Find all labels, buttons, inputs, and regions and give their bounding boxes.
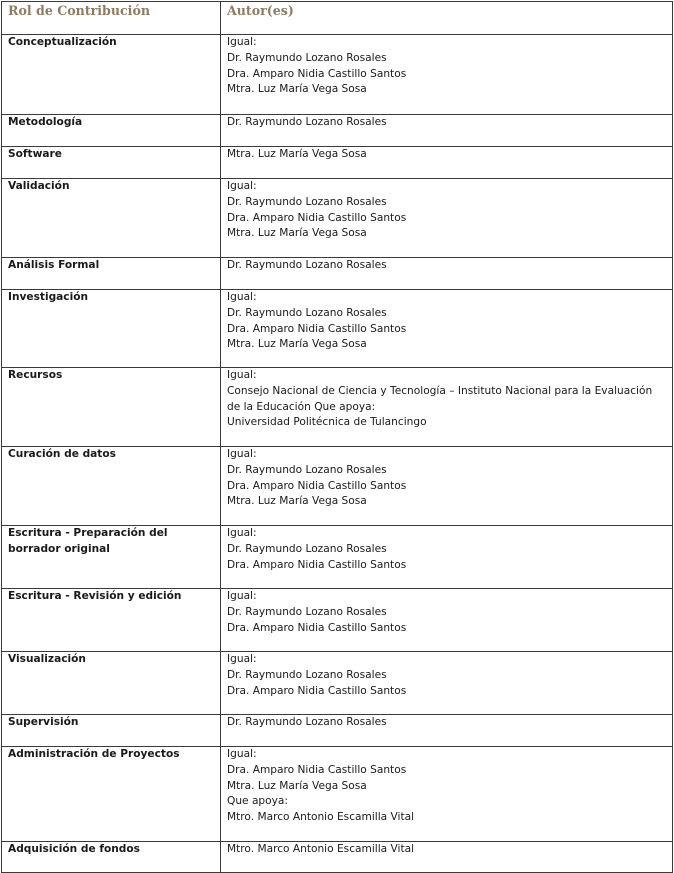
table-row (2, 652, 673, 715)
authors-cell (221, 447, 673, 526)
author-line: Igual: (227, 748, 257, 760)
author-line: Dr. Raymundo Lozano Rosales (227, 195, 387, 208)
table-row (2, 35, 673, 115)
authors-cell (221, 179, 673, 258)
table-row (2, 589, 673, 652)
role-cell: Escritura - Revisión y edición (2, 589, 221, 652)
authors-cell (221, 747, 673, 842)
table-row (2, 368, 673, 447)
authors-cell (221, 35, 673, 115)
author-line: Igual: (227, 527, 257, 539)
role-cell: Visualización (2, 652, 221, 715)
author-line: Igual: (227, 36, 257, 48)
author-line: Dr. Raymundo Lozano Rosales (227, 542, 387, 555)
author-line: Igual: (227, 448, 257, 460)
author-line: Dra. Amparo Nidia Castillo Santos (227, 67, 407, 80)
authors-cell (221, 589, 673, 652)
table-row (2, 747, 673, 842)
header-role: Rol de Contribución (2, 2, 221, 35)
author-line: Mtro. Marco Antonio Escamilla Vital (227, 811, 415, 824)
author-line: Mtro. Marco Antonio Escamilla Vital (227, 843, 415, 855)
table-row (2, 179, 673, 258)
table-header-row (2, 2, 673, 35)
author-line: Igual: (227, 590, 257, 602)
table-row (2, 258, 673, 290)
author-line: Dr. Raymundo Lozano Rosales (227, 306, 387, 319)
table-row (2, 715, 673, 747)
authors-cell (221, 526, 673, 589)
table-row (2, 147, 673, 179)
table-row (2, 526, 673, 589)
author-line: Dra. Amparo Nidia Castillo Santos (227, 211, 407, 224)
author-line: Igual: (227, 291, 257, 303)
author-line: Dr. Raymundo Lozano Rosales (227, 716, 387, 728)
author-line: Igual: (227, 180, 257, 192)
author-line: Universidad Politécnica de Tulancingo (227, 416, 427, 429)
role-cell: Análisis Formal (2, 258, 221, 290)
role-cell: Recursos (2, 368, 221, 447)
role-cell: Supervisión (2, 715, 221, 747)
author-line: Dr. Raymundo Lozano Rosales (227, 668, 387, 681)
author-line: Mtra. Luz María Vega Sosa (227, 148, 367, 160)
authors-cell (221, 290, 673, 368)
author-line: Dr. Raymundo Lozano Rosales (227, 259, 387, 271)
authors-cell (221, 368, 673, 447)
authors-cell (221, 652, 673, 715)
author-line: Dra. Amparo Nidia Castillo Santos (227, 621, 407, 634)
role-cell: Curación de datos (2, 447, 221, 526)
role-cell: Escritura - Preparación del borrador original (2, 526, 221, 589)
role-cell: Metodología (2, 115, 221, 147)
header-authors: Autor(es) (221, 2, 673, 35)
authors-cell (221, 258, 673, 290)
author-line: Dr. Raymundo Lozano Rosales (227, 51, 387, 64)
author-line: Mtra. Luz María Vega Sosa (227, 227, 367, 240)
contribution-roles-table (1, 1, 673, 873)
author-line: Dra. Amparo Nidia Castillo Santos (227, 479, 407, 492)
author-line: Dra. Amparo Nidia Castillo Santos (227, 763, 407, 776)
author-line: Mtra. Luz María Vega Sosa (227, 779, 367, 792)
author-line: Dr. Raymundo Lozano Rosales (227, 463, 387, 476)
role-cell: Software (2, 147, 221, 179)
author-line: Mtra. Luz María Vega Sosa (227, 495, 367, 508)
role-cell: Adquisición de fondos (2, 842, 221, 873)
role-cell: Investigación (2, 290, 221, 368)
author-line: Dr. Raymundo Lozano Rosales (227, 116, 387, 128)
author-line: Mtra. Luz María Vega Sosa (227, 83, 367, 96)
authors-cell (221, 842, 673, 873)
authors-cell (221, 115, 673, 147)
author-line: Igual: (227, 653, 257, 665)
author-line: Que apoya: (227, 795, 288, 808)
authors-cell (221, 147, 673, 179)
author-line: Mtra. Luz María Vega Sosa (227, 338, 367, 351)
author-line: Dra. Amparo Nidia Castillo Santos (227, 558, 407, 571)
author-line: Dr. Raymundo Lozano Rosales (227, 605, 387, 618)
authors-cell (221, 715, 673, 747)
author-line: Dra. Amparo Nidia Castillo Santos (227, 684, 407, 697)
author-line: Igual: (227, 369, 257, 381)
table-row (2, 447, 673, 526)
table-row (2, 115, 673, 147)
author-line: Consejo Nacional de Ciencia y Tecnología – Instituto Nacional para la Evaluación de la Educación Que apoya: (227, 384, 653, 413)
role-cell: Validación (2, 179, 221, 258)
table-row (2, 842, 673, 873)
author-line: Dra. Amparo Nidia Castillo Santos (227, 322, 407, 335)
role-cell: Conceptualización (2, 35, 221, 115)
role-cell: Administración de Proyectos (2, 747, 221, 842)
table-row (2, 290, 673, 368)
